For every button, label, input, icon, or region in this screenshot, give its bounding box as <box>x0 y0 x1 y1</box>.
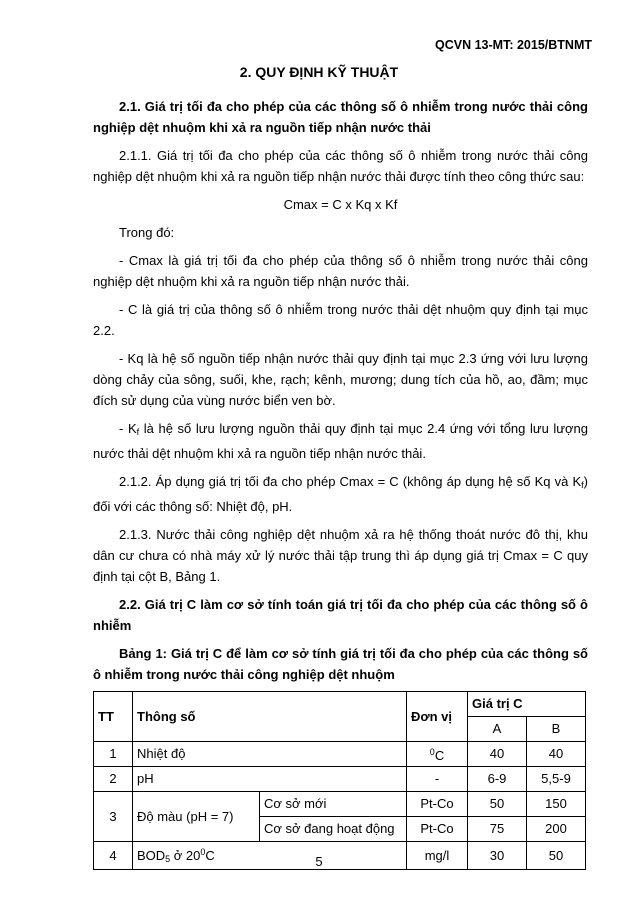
unit-text: C <box>434 748 445 763</box>
cell-subparam: Cơ sở mới <box>260 792 407 817</box>
table-row <box>94 742 586 767</box>
cell-b: 150 <box>527 792 586 817</box>
cell-b: 200 <box>527 817 586 842</box>
cell-unit: - <box>407 767 468 792</box>
cell-a: 6-9 <box>468 767 527 792</box>
kf-text: là hệ số lưu lượng nguồn thải quy định tại mục 2.4 ứng với tổng lưu lượng nước thải dệt nhuộm khi xả ra nguồn tiếp nhận nước thải. <box>93 421 588 461</box>
bod-unit-text: C <box>205 848 215 863</box>
header-a: A <box>468 717 527 742</box>
cell-param: Nhiệt độ <box>133 742 407 767</box>
cell-b: 40 <box>527 742 586 767</box>
cell-b: 5,5-9 <box>527 767 586 792</box>
table-1 <box>93 691 586 870</box>
table-row <box>94 767 586 792</box>
cell-a: 75 <box>468 817 527 842</box>
bod-text: BOD <box>137 848 166 863</box>
cell-a: 40 <box>468 742 527 767</box>
cell-tt: 2 <box>94 767 133 792</box>
definition-kq: - Kq là hệ số nguồn tiếp nhận nước thải quy định tại mục 2.3 ứng với lưu lượng dòng chảy của sông, suối, khe, rạch; kênh, mương; dung tích của hồ, ao, đầm; mục đích sử dụng của vùng nước biển ven bờ. <box>93 351 588 408</box>
header-b: B <box>527 717 586 742</box>
header-c: Giá trị C <box>468 692 586 717</box>
cell-param: pH <box>133 767 407 792</box>
table-row <box>94 792 586 817</box>
cell-unit: Pt-Co <box>407 792 468 817</box>
cell-a: 50 <box>468 792 527 817</box>
cell-tt: 3 <box>94 792 133 842</box>
kf-subscript: f <box>136 427 140 437</box>
section-title: 2. QUY ĐỊNH KỸ THUẬT <box>239 64 399 80</box>
paragraph-2-1-2 <box>93 471 588 517</box>
cell-a: 30 <box>468 842 527 870</box>
cell-unit: Pt-Co <box>407 817 468 842</box>
table-caption: Bảng 1: Giá trị C để làm cơ sở tính giá trị tối đa cho phép của các thông số ô nhiễm trong nước thải công nghiệp dệt nhuộm <box>93 646 588 682</box>
paragraph-2-1-1: 2.1.1. Giá trị tối đa cho phép của các thông số ô nhiễm trong nước thải công nghiệp dệt nhuộm khi xả ra nguồn tiếp nhận nước thải được tính theo công thức sau: <box>93 148 588 184</box>
header-param: Thông số <box>133 692 407 742</box>
heading-2-2: 2.2. Giá trị C làm cơ sở tính toán giá trị tối đa cho phép của các thông số ô nhiễm <box>93 597 588 633</box>
header-unit: Đơn vị <box>407 692 468 742</box>
document-header: QCVN 13-MT: 2015/BTNMT <box>435 38 592 52</box>
heading-2-1: 2.1. Giá trị tối đa cho phép của các thông số ô nhiễm trong nước thải công nghiệp dệt nhuộm khi xả ra nguồn tiếp nhận nước thải <box>93 99 588 135</box>
formula: Cmax = C x Kq x Kf <box>283 197 398 212</box>
unit-superscript: 0 <box>429 747 435 757</box>
cell-unit <box>407 742 468 767</box>
definition-c: - C là giá trị của thông số ô nhiễm trong nước thải dệt nhuộm quy định tại mục 2.2. <box>93 302 588 338</box>
cell-param: Độ màu (pH = 7) <box>133 792 260 842</box>
cell-tt: 1 <box>94 742 133 767</box>
p212-prefix: 2.1.2. Áp dụng giá trị tối đa cho phép Cmax = C (không áp dụng hệ số Kq và K <box>119 474 582 489</box>
header-tt: TT <box>94 692 133 742</box>
definition-kf <box>93 418 588 464</box>
definition-cmax: - Cmax là giá trị tối đa cho phép của thông số ô nhiễm trong nước thải công nghiệp dệt nhuộm khi xả ra nguồn tiếp nhận nước thải. <box>93 253 588 289</box>
bod-temp-text: ở 20 <box>170 848 201 863</box>
p212-subscript: f <box>581 480 584 490</box>
p212-text: ) đối với các thông số: Nhiệt độ, pH. <box>93 474 588 514</box>
trong-do-label: Trong đó: <box>119 225 175 240</box>
document-body <box>93 96 588 870</box>
cell-tt: 4 <box>94 842 133 870</box>
paragraph-2-1-3: 2.1.3. Nước thải công nghiệp dệt nhuộm xả ra hệ thống thoát nước đô thị, khu dân cư chưa có nhà máy xử lý nước thải tập trung thì áp dụng giá trị Cmax = C quy định tại cột B, Bảng 1. <box>93 527 588 584</box>
page-number: 5 <box>315 854 323 869</box>
cell-subparam: Cơ sở đang hoạt động <box>260 817 407 842</box>
cell-b: 50 <box>527 842 586 870</box>
bod-subscript: 5 <box>165 854 171 864</box>
table-header-row <box>94 692 586 717</box>
kf-prefix: - K <box>119 421 137 436</box>
bod-superscript: 0 <box>200 847 206 857</box>
cell-unit: mg/l <box>407 842 468 870</box>
